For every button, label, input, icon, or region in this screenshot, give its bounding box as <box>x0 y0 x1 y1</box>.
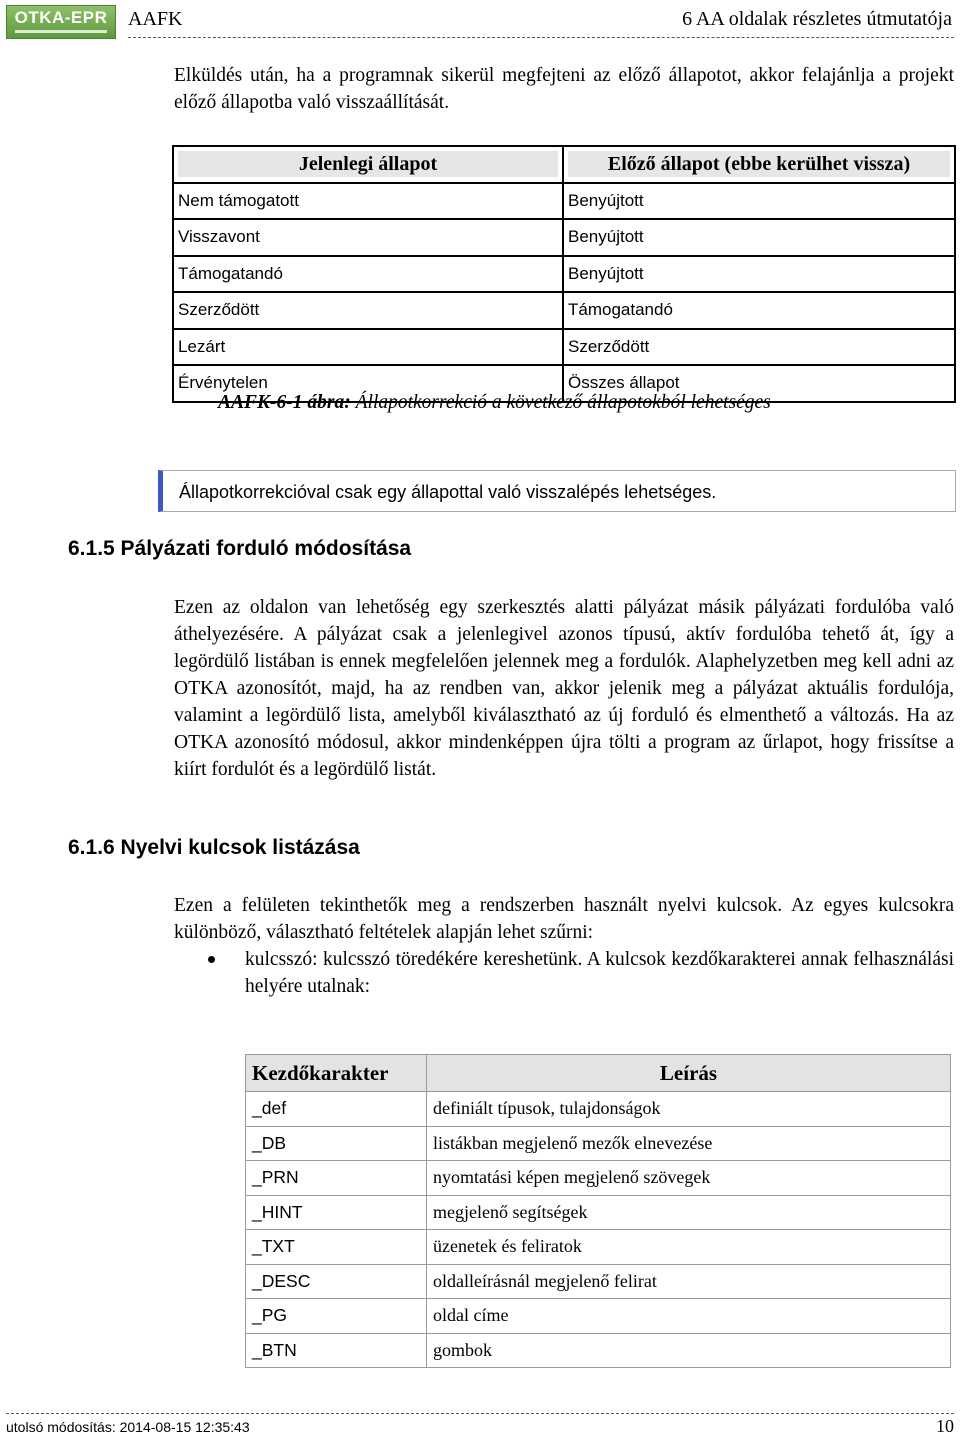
description-cell: listákban megjelenő mezők elnevezése <box>427 1126 951 1161</box>
table-row <box>246 1299 951 1334</box>
table-row <box>173 219 955 256</box>
previous-state-cell: Benyújtott <box>563 256 955 293</box>
description-cell: oldal címe <box>427 1299 951 1334</box>
last-modified-text: utolsó módosítás: 2014-08-15 12:35:43 <box>6 1419 250 1435</box>
caption-label: AAFK-6-1 ábra: <box>218 392 351 413</box>
table-header-row <box>173 146 955 183</box>
section-heading-615: 6.1.5 Pályázati forduló módosítása <box>68 537 412 560</box>
table-row <box>246 1230 951 1265</box>
current-state-cell: Visszavont <box>173 219 563 256</box>
table-row <box>246 1333 951 1368</box>
current-state-cell: Támogatandó <box>173 256 563 293</box>
table-row <box>173 256 955 293</box>
page-number: 10 <box>936 1416 954 1436</box>
description-cell: definiált típusok, tulajdonságok <box>427 1092 951 1127</box>
table-row <box>246 1264 951 1299</box>
header-doc-code: AAFK <box>128 8 183 30</box>
caption-text: Állapotkorrekció a következő állapotokból lehetséges <box>350 392 771 413</box>
logo-subtitle-strip <box>15 30 107 33</box>
description-cell: megjelenő segítségek <box>427 1195 951 1230</box>
previous-state-cell: Benyújtott <box>563 183 955 220</box>
state-correction-table <box>172 145 956 403</box>
prefix-cell: _HINT <box>246 1195 427 1230</box>
bullet-icon <box>208 956 215 963</box>
table-row <box>173 329 955 366</box>
current-state-cell: Érvénytelen <box>173 365 563 402</box>
column-header: Leírás <box>427 1055 951 1092</box>
header-chapter-title: 6 AA oldalak részletes útmutatója <box>682 8 952 30</box>
table-row <box>173 292 955 329</box>
section-heading-616: 6.1.6 Nyelvi kulcsok listázása <box>68 836 360 859</box>
description-cell: nyomtatási képen megjelenő szövegek <box>427 1161 951 1196</box>
current-state-cell: Szerződött <box>173 292 563 329</box>
prefix-cell: _PG <box>246 1299 427 1334</box>
description-cell: gombok <box>427 1333 951 1368</box>
table-row <box>173 183 955 220</box>
bullet-item: kulcsszó: kulcsszó töredékére kereshetünk. A kulcsok kezdőkarakterei annak felhasználási helyére utalnak: <box>245 949 954 997</box>
table-header-row <box>246 1055 951 1092</box>
intro-paragraph: Elküldés után, ha a programnak sikerül megfejteni az előző állapotot, akkor felajánlja a projekt előző állapotba való visszaállítását. <box>174 65 954 113</box>
table-row <box>246 1092 951 1127</box>
table-row <box>246 1161 951 1196</box>
section-616-paragraph: Ezen a felületen tekinthetők meg a rendszerben használt nyelvi kulcsok. Az egyes kulcsokra különböző, választható feltételek alapján lehet szűrni: <box>174 895 954 943</box>
description-cell: oldalleírásnál megjelenő felirat <box>427 1264 951 1299</box>
column-header: Előző állapot (ebbe kerülhet vissza) <box>563 146 955 183</box>
prefix-cell: _TXT <box>246 1230 427 1265</box>
previous-state-cell: Támogatandó <box>563 292 955 329</box>
logo-text: OTKA-EPR <box>14 8 108 27</box>
current-state-cell: Lezárt <box>173 329 563 366</box>
description-cell: üzenetek és feliratok <box>427 1230 951 1265</box>
prefix-cell: _DB <box>246 1126 427 1161</box>
prefix-cell: _def <box>246 1092 427 1127</box>
column-header: Jelenlegi állapot <box>173 146 563 183</box>
table-row <box>246 1195 951 1230</box>
key-prefix-table <box>245 1054 951 1368</box>
footer-divider <box>6 1413 954 1414</box>
prefix-cell: _BTN <box>246 1333 427 1368</box>
column-header: Kezdőkarakter <box>246 1055 427 1092</box>
header-divider <box>128 37 954 38</box>
figure-caption <box>218 392 771 414</box>
otka-epr-logo <box>6 5 116 39</box>
previous-state-cell: Benyújtott <box>563 219 955 256</box>
section-615-paragraph: Ezen az oldalon van lehetőség egy szerkesztés alatti pályázat másik pályázati fordulóba való áthelyezésére. A pályázat csak a jelenlegivel azonos típusú, aktív fordulóba tehető át, így a legördülő listában is ennek megfelelően jelennek meg a fordulók. Alaphelyzetben meg kell adni az OTKA azonosítót, majd, ha az rendben van, akkor jelenik meg a pályázat aktuális fordulója, valamint a legördülő lista, amelyből kiválasztható az új forduló és elmenthető a változás. Ha az OTKA azonosító módosul, akkor mindenképpen újra tölti a program az űrlapot, hogy frissítse a kiírt fordulót és a legördülő listát. <box>174 597 954 780</box>
current-state-cell: Nem támogatott <box>173 183 563 220</box>
table-row <box>246 1126 951 1161</box>
note-box: Állapotkorrekcióval csak egy állapottal való visszalépés lehetséges. <box>158 470 956 512</box>
previous-state-cell: Összes állapot <box>568 373 680 393</box>
prefix-cell: _DESC <box>246 1264 427 1299</box>
prefix-cell: _PRN <box>246 1161 427 1196</box>
previous-state-cell: Szerződött <box>563 329 955 366</box>
